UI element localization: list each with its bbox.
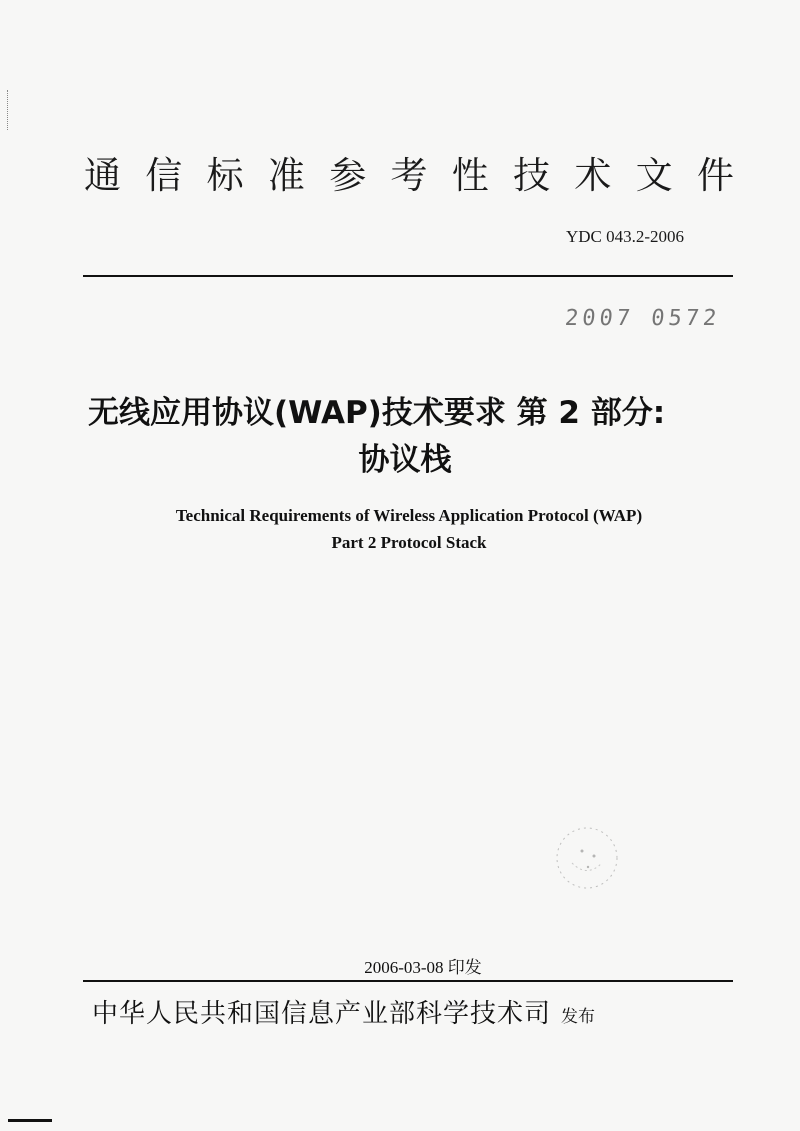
doc-class-char: 文 xyxy=(635,154,673,197)
doc-class-char: 准 xyxy=(267,154,305,197)
doc-class-char: 术 xyxy=(574,154,612,197)
faded-seal-icon xyxy=(552,823,622,893)
header-divider xyxy=(83,275,733,277)
doc-class-char: 信 xyxy=(145,154,183,197)
doc-class-char: 技 xyxy=(513,154,551,197)
scan-edge-line xyxy=(8,1119,52,1122)
doc-class-char: 通 xyxy=(84,154,121,197)
title-chinese-line-2: 协议栈 xyxy=(358,442,452,478)
doc-class-char: 性 xyxy=(451,154,489,197)
doc-class-char: 考 xyxy=(390,154,428,197)
title-english-line-1: Technical Requirements of Wireless Application Protocol (WAP) xyxy=(175,506,643,525)
publisher-line xyxy=(92,993,712,1030)
document-classification xyxy=(84,145,734,199)
stamped-serial-number: 2007 0572 xyxy=(563,306,722,331)
title-english-line-2: Part 2 Protocol Stack xyxy=(331,533,487,552)
scan-edge-mark xyxy=(7,90,10,130)
footer-divider xyxy=(83,980,733,982)
doc-class-char: 参 xyxy=(329,154,367,197)
doc-class-char: 件 xyxy=(696,154,734,197)
standard-number: YDC 043.2-2006 xyxy=(566,227,685,246)
doc-class-char: 标 xyxy=(206,154,244,197)
publisher-name: 中华人民共和国信息产业部科学技术司 xyxy=(92,999,552,1029)
title-chinese-line-1: 无线应用协议(WAP)技术要求 第 2 部分: xyxy=(88,395,666,431)
publisher-suffix: 发布 xyxy=(561,1007,596,1027)
issue-date: 2006-03-08 印发 xyxy=(364,958,482,977)
